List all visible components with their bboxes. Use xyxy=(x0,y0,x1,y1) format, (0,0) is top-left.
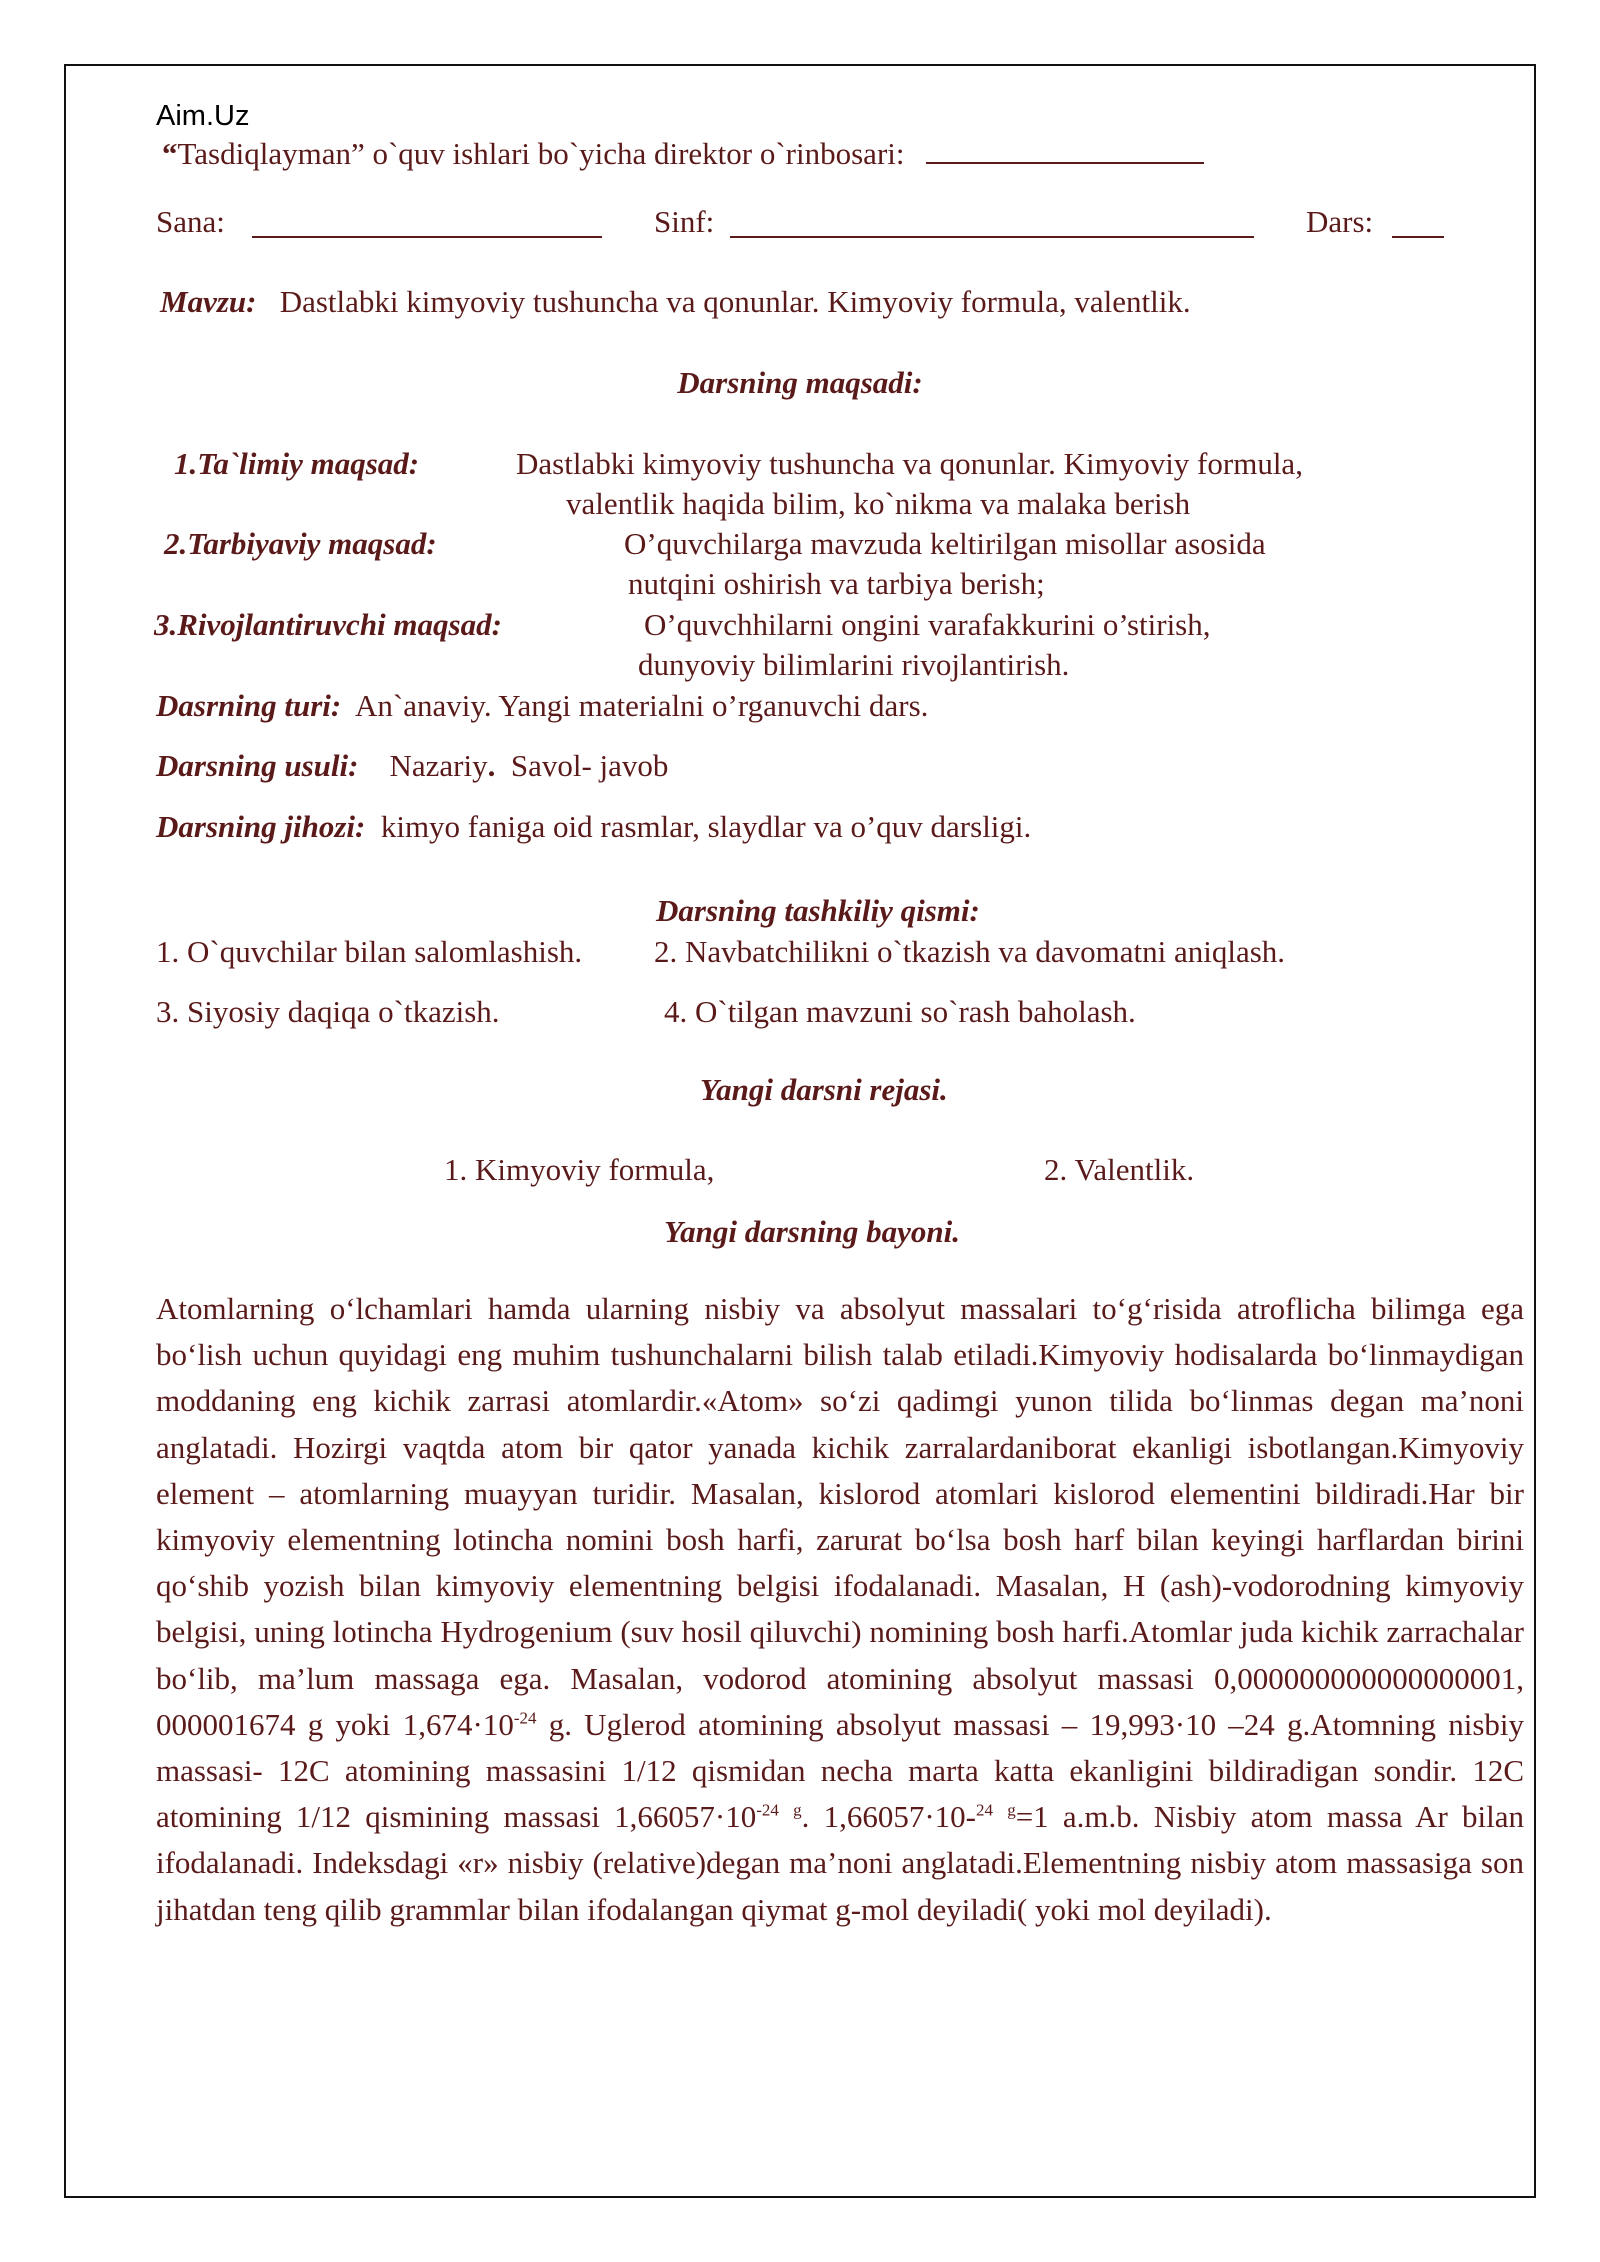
superscript-exponent-3: 24 xyxy=(975,1800,993,1820)
goal-1-line2: valentlik haqida bilim, ko`nikma va malaka berish xyxy=(566,486,1191,521)
site-name: Aim.Uz xyxy=(156,100,250,132)
topic-line xyxy=(160,284,1191,320)
approval-text: Tasdiqlayman” o`quv ishlari bo`yicha direktor o`rinbosari: xyxy=(177,136,905,171)
lesson-equipment-label: Darsning jihozi: xyxy=(156,809,366,844)
lesson-method-value-1: Nazariy xyxy=(389,748,488,783)
goal-2-line1: O’quvchilarga mavzuda keltirilgan misollar asosida xyxy=(624,526,1266,561)
goal-2-line2: nutqini oshirish va tarbiya berish; xyxy=(628,566,1045,601)
dars-label: Dars: xyxy=(1306,204,1374,239)
organization-heading: Darsning tashkiliy qismi: xyxy=(656,893,980,928)
narrative-paragraph xyxy=(156,1286,1524,1933)
lesson-type-line xyxy=(156,688,928,724)
lesson-type-label: Dasrning turi: xyxy=(156,688,342,723)
plan-item-2: 2. Valentlik. xyxy=(1044,1152,1195,1187)
goal-3-line2: dunyoviy bilimlarini rivojlantirish. xyxy=(638,647,1070,682)
plan-heading: Yangi darsni rejasi. xyxy=(700,1072,948,1107)
narrative-text-1: Atomlarning o‘lchamlari hamda ularning nisbiy va absolyut massalari to‘g‘risida atroflicha bilimga ega bo‘lish uchun quyidagi eng muhim tushunchalarni bilish talab etiladi.Kimyoviy hodisalarda bo‘linmaydigan moddaning eng kichik zarrasi atomlardir.«Atom» so‘zi qadimgi yunon tilida bo‘linmas degan ma’noni anglatadi. Hozirgi vaqtda atom bir qator yanada kichik zarralardaniborat ekanligi isbotlangan.Kimyoviy element – atomlarning muayyan turidir. Masalan, kislorod atomlari kislorod elementini bildiradi.Har bir kimyoviy elementning lotincha nomini bosh harfi, zarurat bo‘lsa bosh harf bilan keyingi harflardan birini qo‘shib yozish bilan kimyoviy elementning belgisi ifodalanadi. Masalan, H (ash)-vodorodning kimyoviy belgisi, uning lotincha Hydrogenium (suv hosil qiluvchi) nomining bosh harfi.Atomlar juda kichik zarrachalar bo‘lib, ma’lum massaga ega. Masalan, vodorod atomining absolyut massasi 0,000000000000000001, 000001674 g yoki 1,674·10 xyxy=(156,1291,1524,1742)
goal-1-line1: Dastlabki kimyoviy tushuncha va qonunlar. Kimyoviy formula, xyxy=(516,446,1303,481)
narrative-text-3 xyxy=(779,1799,793,1834)
narrative-text-6: =1 a.m.b. Nisbiy atom massa Ar bilan ifodalanadi. Indeksdagi «r» nisbiy (relative)degan ma’noni anglatadi.Elementning nisbiy atom massasiga son jihatdan teng qilib grammlar bilan ifodalangan qiymat g-mol deyiladi( yoki mol deyiladi). xyxy=(156,1799,1525,1927)
lesson-type-value: An`anaviy. Yangi materialni o’rganuvchi dars. xyxy=(355,688,929,723)
topic-label: Mavzu: xyxy=(160,284,257,319)
goal-2-label: 2.Tarbiyaviy maqsad: xyxy=(164,526,437,561)
approval-quote-mark: “ xyxy=(162,136,178,171)
lesson-method-dot: . xyxy=(487,748,496,783)
lesson-equipment-line xyxy=(156,809,1031,845)
narrative-text-5 xyxy=(993,1799,1007,1834)
organization-item-1: 1. O`quvchilar bilan salomlashish. xyxy=(156,934,583,969)
topic-value: Dastlabki kimyoviy tushuncha va qonunlar. Kimyoviy formula, valentlik. xyxy=(279,284,1191,319)
goal-3-line1: O’quvchhilarni ongini varafakkurini o’stirish, xyxy=(644,607,1211,642)
narrative-text-4: . 1,66057·10- xyxy=(801,1799,976,1835)
organization-item-3: 3. Siyosiy daqiqa o`tkazish. xyxy=(156,994,500,1029)
narrative-text-2: g. Uglerod atomining absolyut massasi – 19,993·10 –24 g.Atomning nisbiy massasi- 12C atomining massasini 1/12 qismidan necha marta katta ekanligini bildiradigan sondir. 12C atomining 1/12 qismining massasi 1,66057·10 xyxy=(156,1706,1524,1835)
sana-label: Sana: xyxy=(156,204,225,239)
approval-signature-field[interactable] xyxy=(926,136,1204,164)
superscript-exponent-1: -24 xyxy=(513,1708,537,1728)
sinf-label: Sinf: xyxy=(654,204,715,239)
sana-field[interactable] xyxy=(252,210,602,238)
organization-item-2: 2. Navbatchilikni o`tkazish va davomatni aniqlash. xyxy=(654,934,1286,969)
plan-item-1: 1. Kimyoviy formula, xyxy=(444,1152,715,1187)
goal-3-label: 3.Rivojlantiruvchi maqsad: xyxy=(154,607,502,642)
lesson-equipment-value: kimyo faniga oid rasmlar, slaydlar va o’quv darsligi. xyxy=(380,809,1032,844)
organization-item-4: 4. O`tilgan mavzuni so`rash baholash. xyxy=(664,994,1136,1029)
superscript-unit-1: g xyxy=(793,1800,802,1820)
narrative-heading: Yangi darsning bayoni. xyxy=(664,1214,961,1249)
dars-field[interactable] xyxy=(1392,210,1444,238)
superscript-exponent-2: -24 xyxy=(756,1800,779,1820)
lesson-method-label: Darsning usuli: xyxy=(156,748,359,783)
goals-heading: Darsning maqsadi: xyxy=(677,365,923,400)
approval-line xyxy=(162,136,1204,172)
goal-1-label: 1.Ta`limiy maqsad: xyxy=(174,446,420,481)
lesson-method-line xyxy=(156,748,668,784)
lesson-method-value-2: Savol- javob xyxy=(510,748,669,783)
sinf-field[interactable] xyxy=(730,210,1254,238)
superscript-unit-2: g xyxy=(1007,1800,1016,1820)
